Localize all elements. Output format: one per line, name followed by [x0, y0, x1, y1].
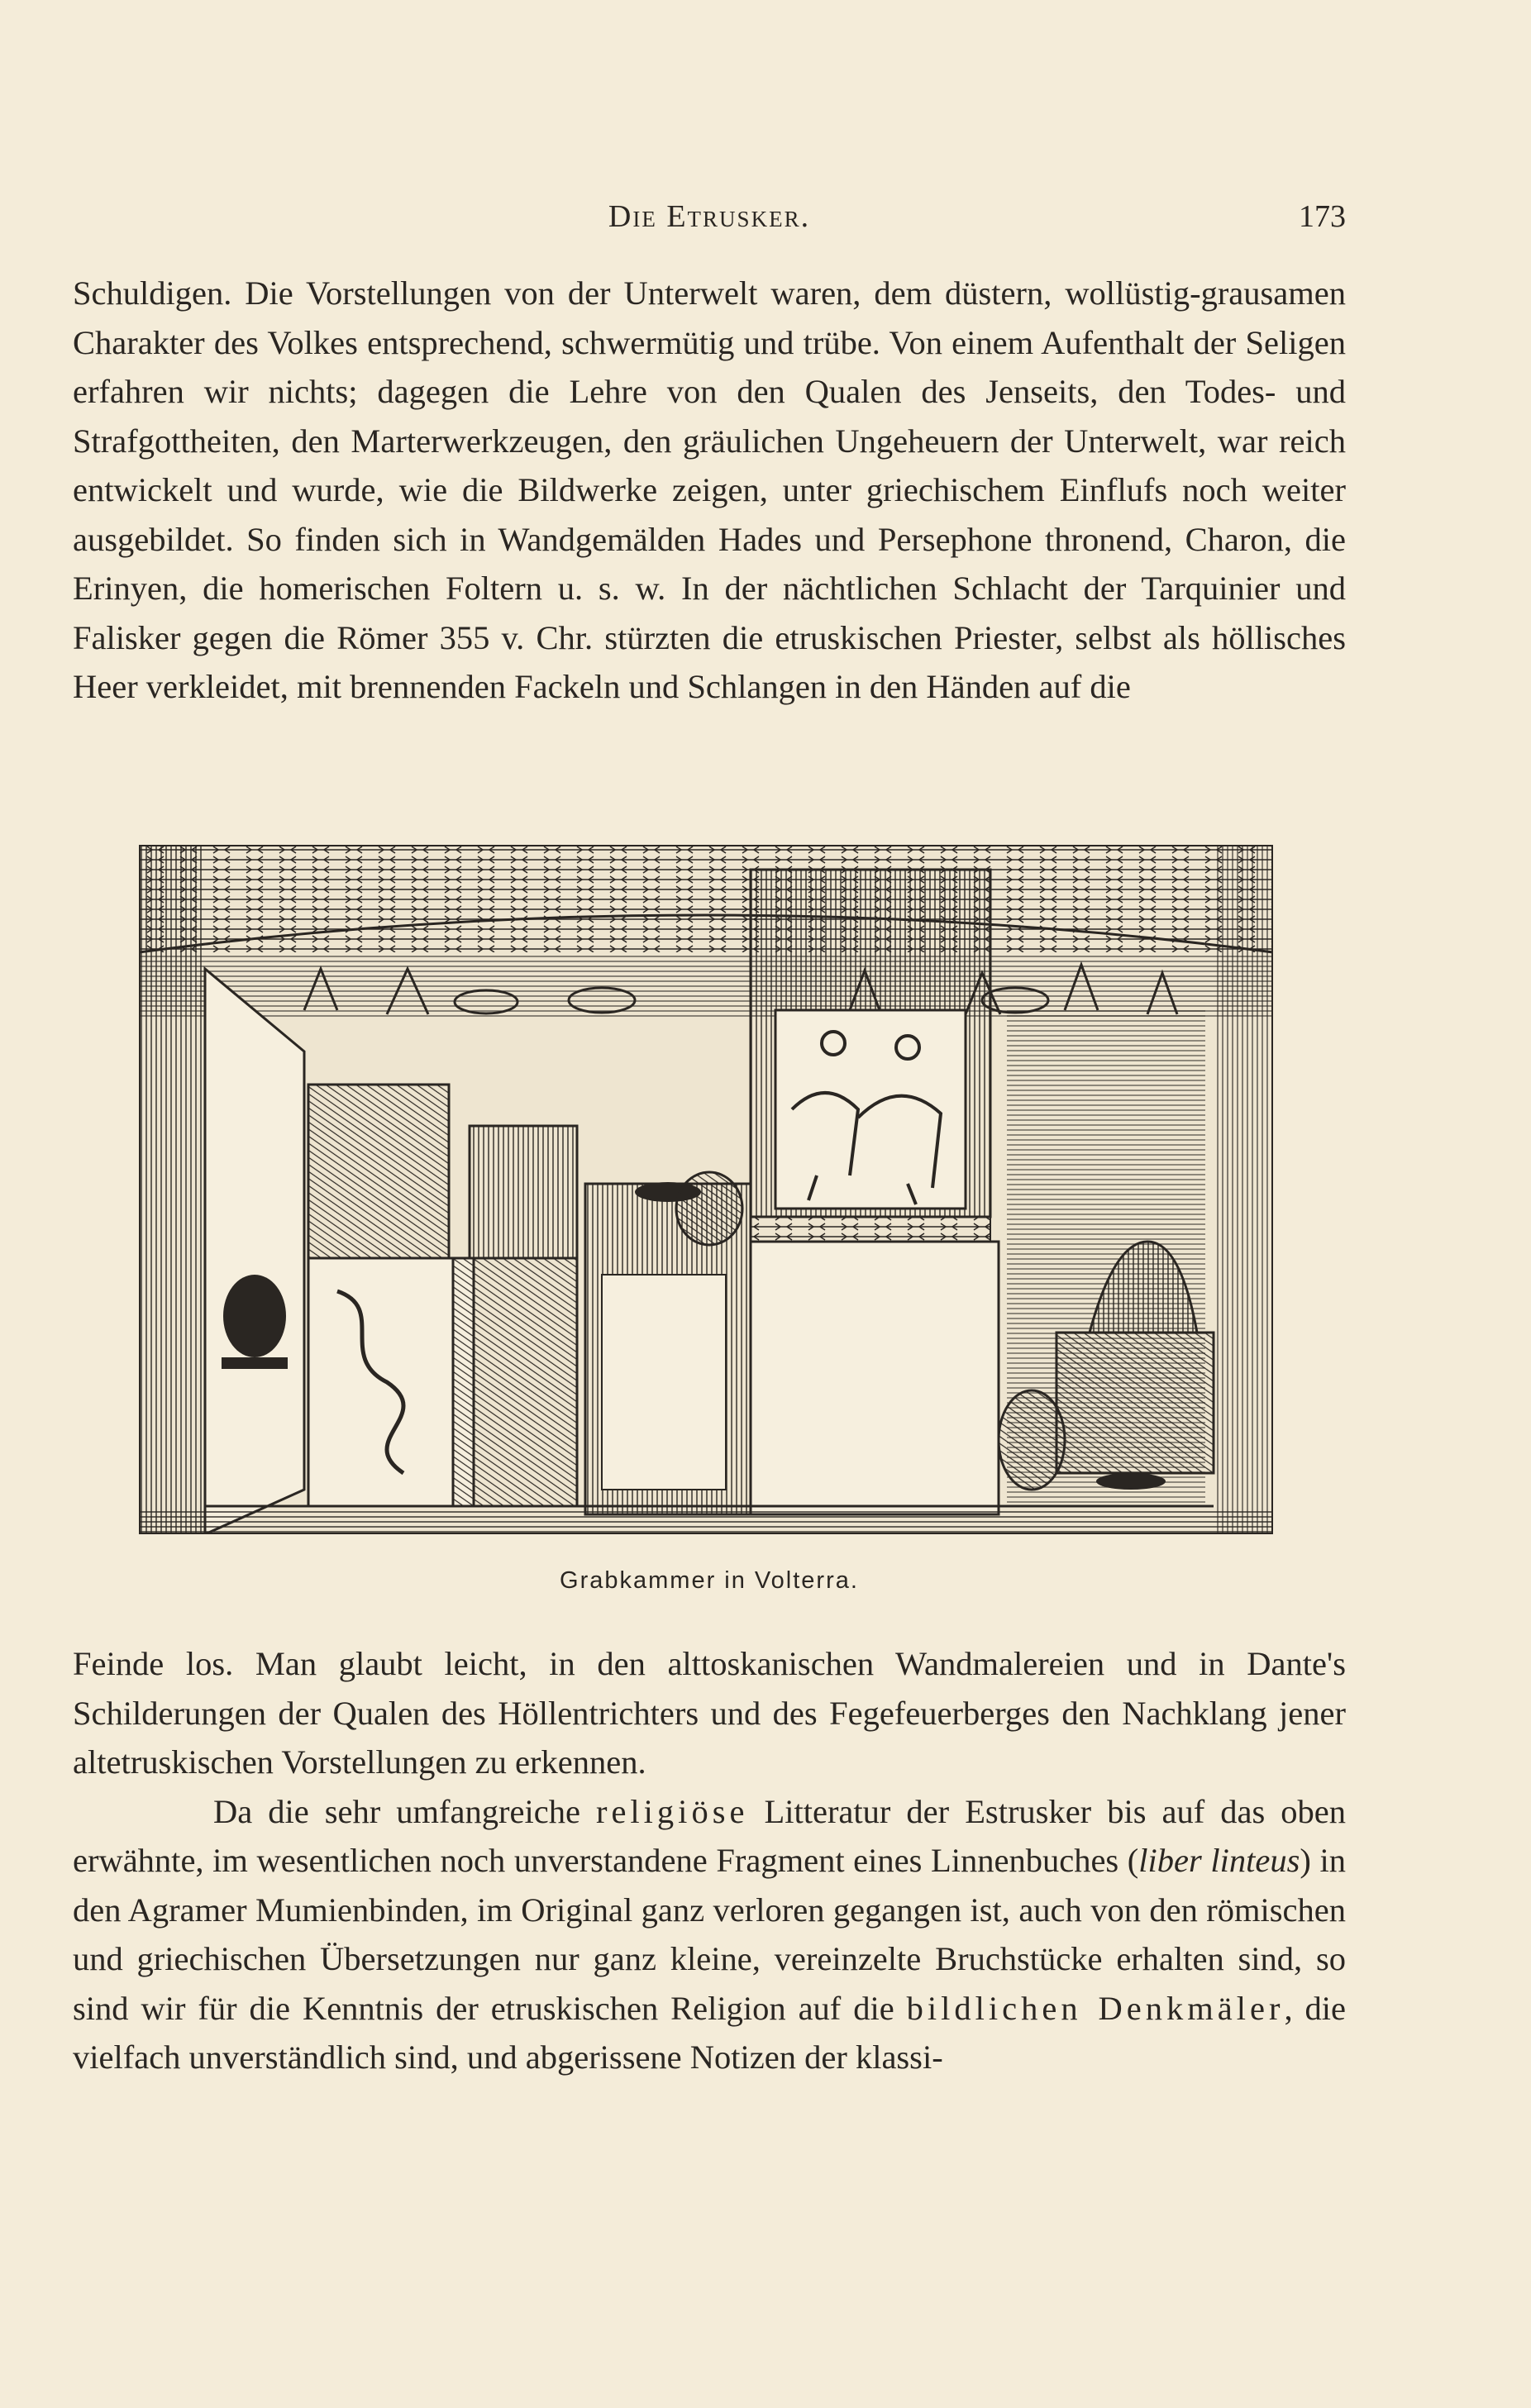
urn-box: [470, 1126, 577, 1258]
paragraph: Feinde los. Man glaubt leicht, in den alttoskanischen Wandmalereien und in Dante's Schilderungen der Qualen des Höllentrichters und des Fegefeuerberges den Nachklang jener altetruskischen Vorstellungen zu erkennen.: [73, 1645, 1346, 1781]
text-run: Da die sehr umfangreiche: [213, 1792, 596, 1830]
urn-right: [1056, 1333, 1214, 1473]
urn-figure-left: [308, 1085, 449, 1258]
urn-chest-serpent: [308, 1258, 474, 1506]
figure-caption: Grabkammer in Volterra.: [560, 1567, 859, 1594]
page-number: 173: [1299, 199, 1346, 234]
spaced-word: religiöse: [595, 1792, 749, 1830]
text-run: ) in den Agramer Mumienbinden, im Original ganz verloren gegangen ist, auch von den römischen und griechischen Übersetzungen nur ganz kleine, vereinzelte Bruchstücke erhalten sind, so sind wir für die Kenntnis der etruskischen Religion auf die: [73, 1842, 1346, 2027]
paragraph: [73, 1787, 1346, 2082]
doorway: [205, 969, 304, 1534]
figure-tomb-chamber: [139, 845, 1273, 1534]
spaced-word: bildlichen Denkmäler: [906, 1989, 1285, 2027]
right-pillar: [1214, 845, 1273, 1534]
paragraph: Schuldigen. Die Vorstellungen von der Unterwelt waren, dem düstern, wollüstig-grausamen Charakter des Volkes entsprechend, schwermütig und trübe. Von einem Aufenthalt der Seligen erfahren wir nichts; dagegen die Lehre von den Qualen des Jenseits, den Todes- und Strafgottheiten, den Marterwerkzeugen, den gräulichen Ungeheuern der Unterwelt, war reich entwickelt und wurde, wie die Bildwerke zeigen, unter griechischem Einflufs noch weiter ausgebildet. So finden sich in Wandgemälden Hades und Persephone thronend, Charon, die Erinyen, die homerischen Foltern u. s. w. In der nächtlichen Schlacht der Tarquinier und Falisker gegen die Römer 355 v. Chr. stürzten die etruskischen Priester, selbst als höllisches Heer verkleidet, mit brennenden Fackeln und Schlangen in den Händen auf die: [73, 274, 1346, 705]
text-run: Litteratur der Estrusker bis auf das oben erwähnte, im wesentlichen noch unverstandene Fragment eines Linnenbuches (: [73, 1792, 1346, 1879]
running-head: [73, 198, 1346, 240]
body-text-top: [73, 269, 1346, 712]
running-title: Die Etrusker.: [608, 199, 811, 234]
text-run: , die vielfach unverständlich sind, und abgerissene Notizen der klassi-: [73, 1989, 1346, 2076]
vase-left: [223, 1275, 286, 1357]
amphora-center: [676, 1172, 742, 1245]
ceiling-frieze: [139, 845, 1273, 952]
latin-term: liber linteus: [1138, 1842, 1300, 1879]
left-pillar: [139, 845, 205, 1534]
body-text-bottom: [73, 1639, 1346, 2082]
tomb-chamber-engraving: [139, 845, 1273, 1534]
jar-right: [999, 1390, 1065, 1490]
